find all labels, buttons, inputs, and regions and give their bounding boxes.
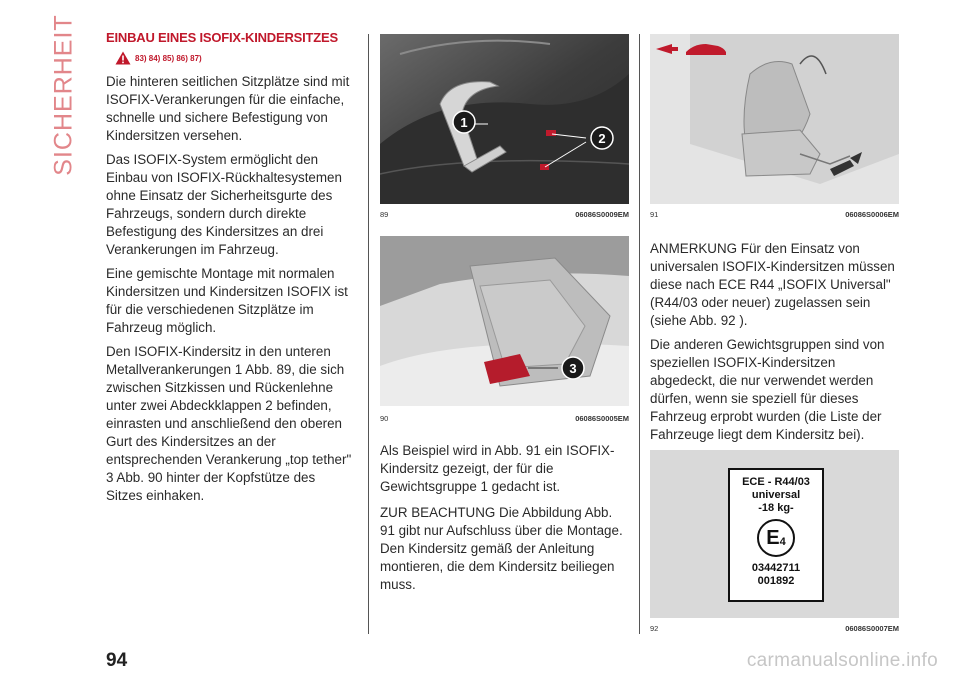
e-mark-letter: E [766, 526, 780, 549]
column-3-text [650, 240, 900, 450]
paragraph: ZUR BEACHTUNG Die Abbildung Abb. 91 gibt nur Aufschluss über die Montage. Den Kindersitz gemäß der Anleitung montieren, die dem Kindersitz beiliegen muss. [380, 505, 623, 592]
warning-triangle-icon [115, 51, 131, 65]
column-1 [106, 30, 352, 511]
figure-89-caption [380, 210, 629, 219]
figure-code: 06086S0009EM [575, 210, 629, 219]
paragraph: Eine gemischte Montage mit normalen Kindersitzen und Kindersitzen ISOFIX ist für die verschiedenen Sitzplätze im Fahrzeug möglich. [106, 266, 348, 335]
e-mark-icon [757, 519, 795, 557]
figure-number: 89 [380, 210, 389, 219]
figure-90-caption [380, 414, 629, 423]
watermark: carmanualsonline.info [746, 650, 938, 671]
paragraph: Die anderen Gewichtsgruppen sind von speziellen ISOFIX-Kindersitzen abgedeckt, die nur verwendet werden dürfen, wenn sie speziell für dieses Fahrzeug erprobt wurden (die Liste der Fahrzeuge liegt dem Kindersitz bei). [650, 337, 885, 442]
figure-89-illustration [380, 34, 629, 204]
callout-2: 2 [598, 131, 606, 146]
ece-line-1: ECE - R44/03 [742, 476, 810, 488]
figure-92-image [650, 450, 899, 618]
approval-code-2: 001892 [757, 575, 795, 587]
column-divider [639, 34, 640, 634]
figure-91-caption [650, 210, 899, 219]
figure-90-illustration [380, 236, 629, 406]
column-2-text [380, 442, 630, 600]
figure-89-image [380, 34, 629, 204]
figure-number: 90 [380, 414, 389, 423]
column-divider [368, 34, 369, 634]
callout-1: 1 [460, 115, 468, 130]
paragraph: Als Beispiel wird in Abb. 91 ein ISOFIX-Kindersitz gezeigt, der für die Gewichtsgruppe 1 gedacht ist. [380, 443, 615, 494]
warning-refs-text: 83) 84) 85) 86) 87) [135, 53, 202, 63]
paragraph: Die hinteren seitlichen Sitzplätze sind mit ISOFIX-Verankerungen für die einfache, schnelle und sichere Befestigung von Kindersitzen versehen. [106, 74, 350, 143]
figure-91-image [650, 34, 899, 204]
approval-code-1: 03442711 [751, 562, 801, 574]
section-side-label-text: SICHERHEIT [49, 14, 78, 176]
warning-references [115, 51, 352, 65]
figure-code: 06086S0007EM [845, 624, 899, 633]
figure-number: 91 [650, 210, 659, 219]
section-heading: EINBAU EINES ISOFIX-KINDERSITZES [106, 30, 338, 45]
paragraph: Den ISOFIX-Kindersitz in den unteren Metallverankerungen 1 Abb. 89, die sich zwischen Sitzkissen und Rückenlehne unter zwei Abdeckklappen 2 befinden, einrasten und anschließend den oberen Gurt des Kindersitzes an der entsprechenden Verankerung „top tether" 3 Abb. 90 hinter der Kopfstütze des Sitzes einhaken. [106, 344, 352, 503]
figure-number: 92 [650, 624, 659, 633]
figure-code: 06086S0005EM [575, 414, 629, 423]
figure-92-caption [650, 624, 899, 633]
section-side-label [44, 14, 84, 176]
callout-3: 3 [569, 361, 577, 376]
ece-approval-label [728, 468, 824, 602]
figure-90-image [380, 236, 629, 406]
page-number: 94 [106, 650, 128, 671]
paragraph: Das ISOFIX-System ermöglicht den Einbau von ISOFIX-Rückhaltesystemen ohne Einsatz der Sicherheitsgurte des Fahrzeugs, sondern durch direkte Befestigung des Kindersitzes an drei Verankerungen im Fahrzeug. [106, 152, 342, 257]
paragraph: ANMERKUNG Für den Einsatz von universalen ISOFIX-Kindersitzen müssen diese nach ECE R44 „ISOFIX Universal" (R44/03 oder neuer) zugelassen sein (siehe Abb. 92 ). [650, 241, 895, 328]
e-mark-number: 4 [779, 536, 786, 548]
figure-code: 06086S0006EM [845, 210, 899, 219]
ece-line-2: universal [751, 489, 801, 501]
ece-line-3: -18 kg- [758, 502, 794, 514]
figure-91-illustration [650, 34, 899, 204]
